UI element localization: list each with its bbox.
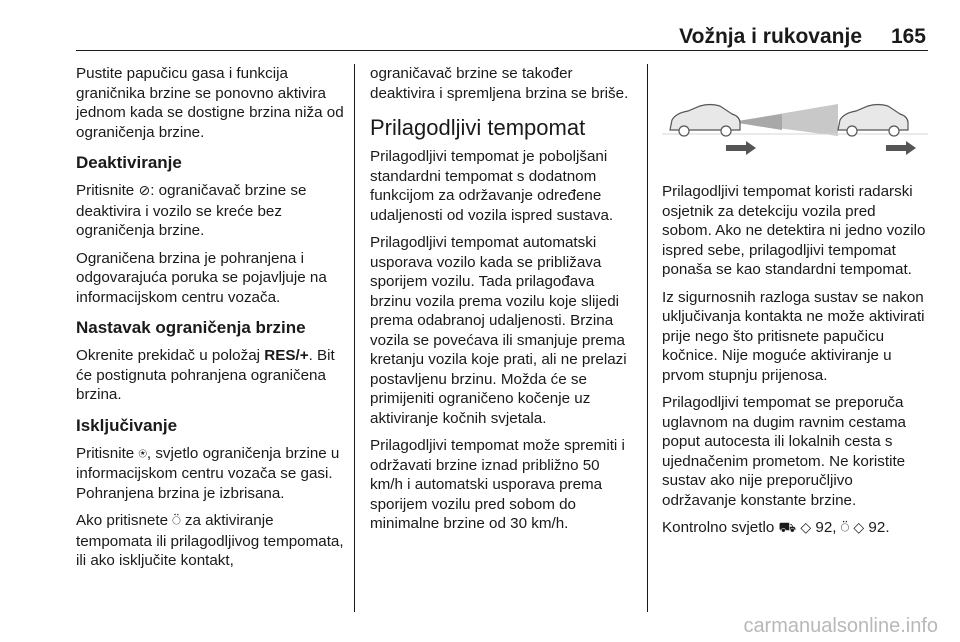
text-run: Kontrolno svjetlo	[662, 519, 775, 536]
page-reference-arrow-icon[interactable]: ◇	[800, 520, 812, 536]
paragraph: Prilagodljivi tempomat koristi radarski osjetnik za detekciju vozila pred sobom. Ako ne detektira ni jedno vozilo ispred sebe, prilagodljivi tempomat ponaša se kao standardni tempomat.	[662, 183, 926, 278]
cruise-control-icon: ⍥	[172, 513, 181, 529]
text-run: : ograničavač brzine se deaktivira i vozilo se kreće bez ograničenja brzine.	[76, 182, 307, 239]
cruise-control-icon: ⍥	[840, 520, 850, 536]
column-right	[662, 64, 928, 547]
paragraph: Ograničena brzina je pohranjena i odgovarajuća poruka se pojavljuje na informacijskom centru vozača.	[76, 249, 327, 306]
speed-limiter-cancel-icon: ⊘	[138, 183, 151, 199]
section-title: Vožnja i rukovanje	[679, 25, 862, 48]
paragraph	[76, 511, 344, 571]
text-run: za aktiviranje tempomata ili prilagodljivog tempomata, ili ako isključite kontakt,	[76, 512, 344, 569]
radar-illustration	[662, 64, 928, 172]
page-reference-arrow-icon[interactable]: ◇	[853, 520, 865, 536]
column-divider	[647, 64, 648, 612]
text-run: Pritisnite	[76, 444, 135, 462]
column-divider	[354, 64, 355, 612]
text-run: . Bit će postignuta pohranjena ograničena brzina.	[76, 347, 335, 403]
paragraph: Prilagodljivi tempomat se preporuča uglavnom na dugim ravnim cestama poput autocesta ili lokalnih cesta s ujednačenim prometom. Ne koristite sustav ako nije preporučljivo održavanje konstante brzine.	[662, 394, 906, 509]
heading-switch-off: Isključivanje	[76, 415, 178, 435]
paragraph	[76, 346, 344, 405]
page-reference[interactable]: 92.	[868, 519, 890, 536]
speed-limiter-icon: ⍟	[138, 445, 147, 462]
paragraph: Prilagodljivi tempomat automatski usporava vozilo kada se približava sporijem vozilu. Tada prilagođava brzinu vozila prema vozilu koje slijedi prema odabranoj udaljenosti. Brzina vozila se povećava ili smanjuje prema kretanju vozila koje prati, ali ne prelazi postavljenu brzinu. Možda će se primijeniti ograničeno kočenje uz aktiviranje kočnih svjetala.	[370, 234, 627, 427]
text-run: Ako pritisnete	[76, 512, 169, 529]
paragraph	[76, 444, 344, 504]
paragraph	[76, 181, 344, 241]
page-header	[76, 22, 928, 51]
text-run: Pritisnite	[76, 182, 135, 199]
paragraph: Iz sigurnosnih razloga sustav se nakon uključivanja kontakta ne može aktivirati prije nego što pritisnete papučicu kočnice. Nije moguće aktiviranje u prvom stupnju prijenosa.	[662, 288, 925, 384]
heading-deactivation: Deaktiviranje	[76, 153, 182, 172]
paragraph: Prilagodljivi tempomat je poboljšani standardni tempomat s dodatnom funkcijom za održavanje određene udaljenosti od vozila ispred sustava.	[370, 148, 614, 224]
text-run: Okrenite prekidač u položaj	[76, 347, 261, 364]
heading-adaptive-cruise: Prilagodljivi tempomat	[370, 115, 586, 140]
heading-resume: Nastavak ograničenja brzine	[76, 318, 306, 337]
text-run: , svjetlo ograničenja brzine u informacijskom centru vozača se gasi. Pohranjena brzina je izbrisana.	[76, 444, 340, 502]
page-reference[interactable]: 92,	[815, 519, 837, 536]
paragraph: Prilagodljivi tempomat može spremiti i održavati brzine iznad približno 50 km/h i automatski usporava prema sporijem vozilu pred sobom do minimalne brzine od 30 km/h.	[370, 437, 625, 532]
column-middle	[370, 64, 634, 542]
paragraph	[662, 518, 928, 539]
page-number: 165	[890, 25, 926, 48]
column-left	[76, 64, 344, 579]
watermark: carmanualsonline.info	[743, 615, 938, 637]
paragraph: Pustite papučicu gasa i funkcija graničnika brzine se ponovno aktivira jednom kada se dostigne brzina niža od ograničenja brzine.	[76, 65, 344, 141]
switch-position-label: RES/+	[264, 347, 309, 364]
adaptive-cruise-car-icon: ⛟	[778, 520, 797, 536]
paragraph: ograničavač brzine se također deaktivira i spremljena brzina se briše.	[370, 65, 629, 102]
